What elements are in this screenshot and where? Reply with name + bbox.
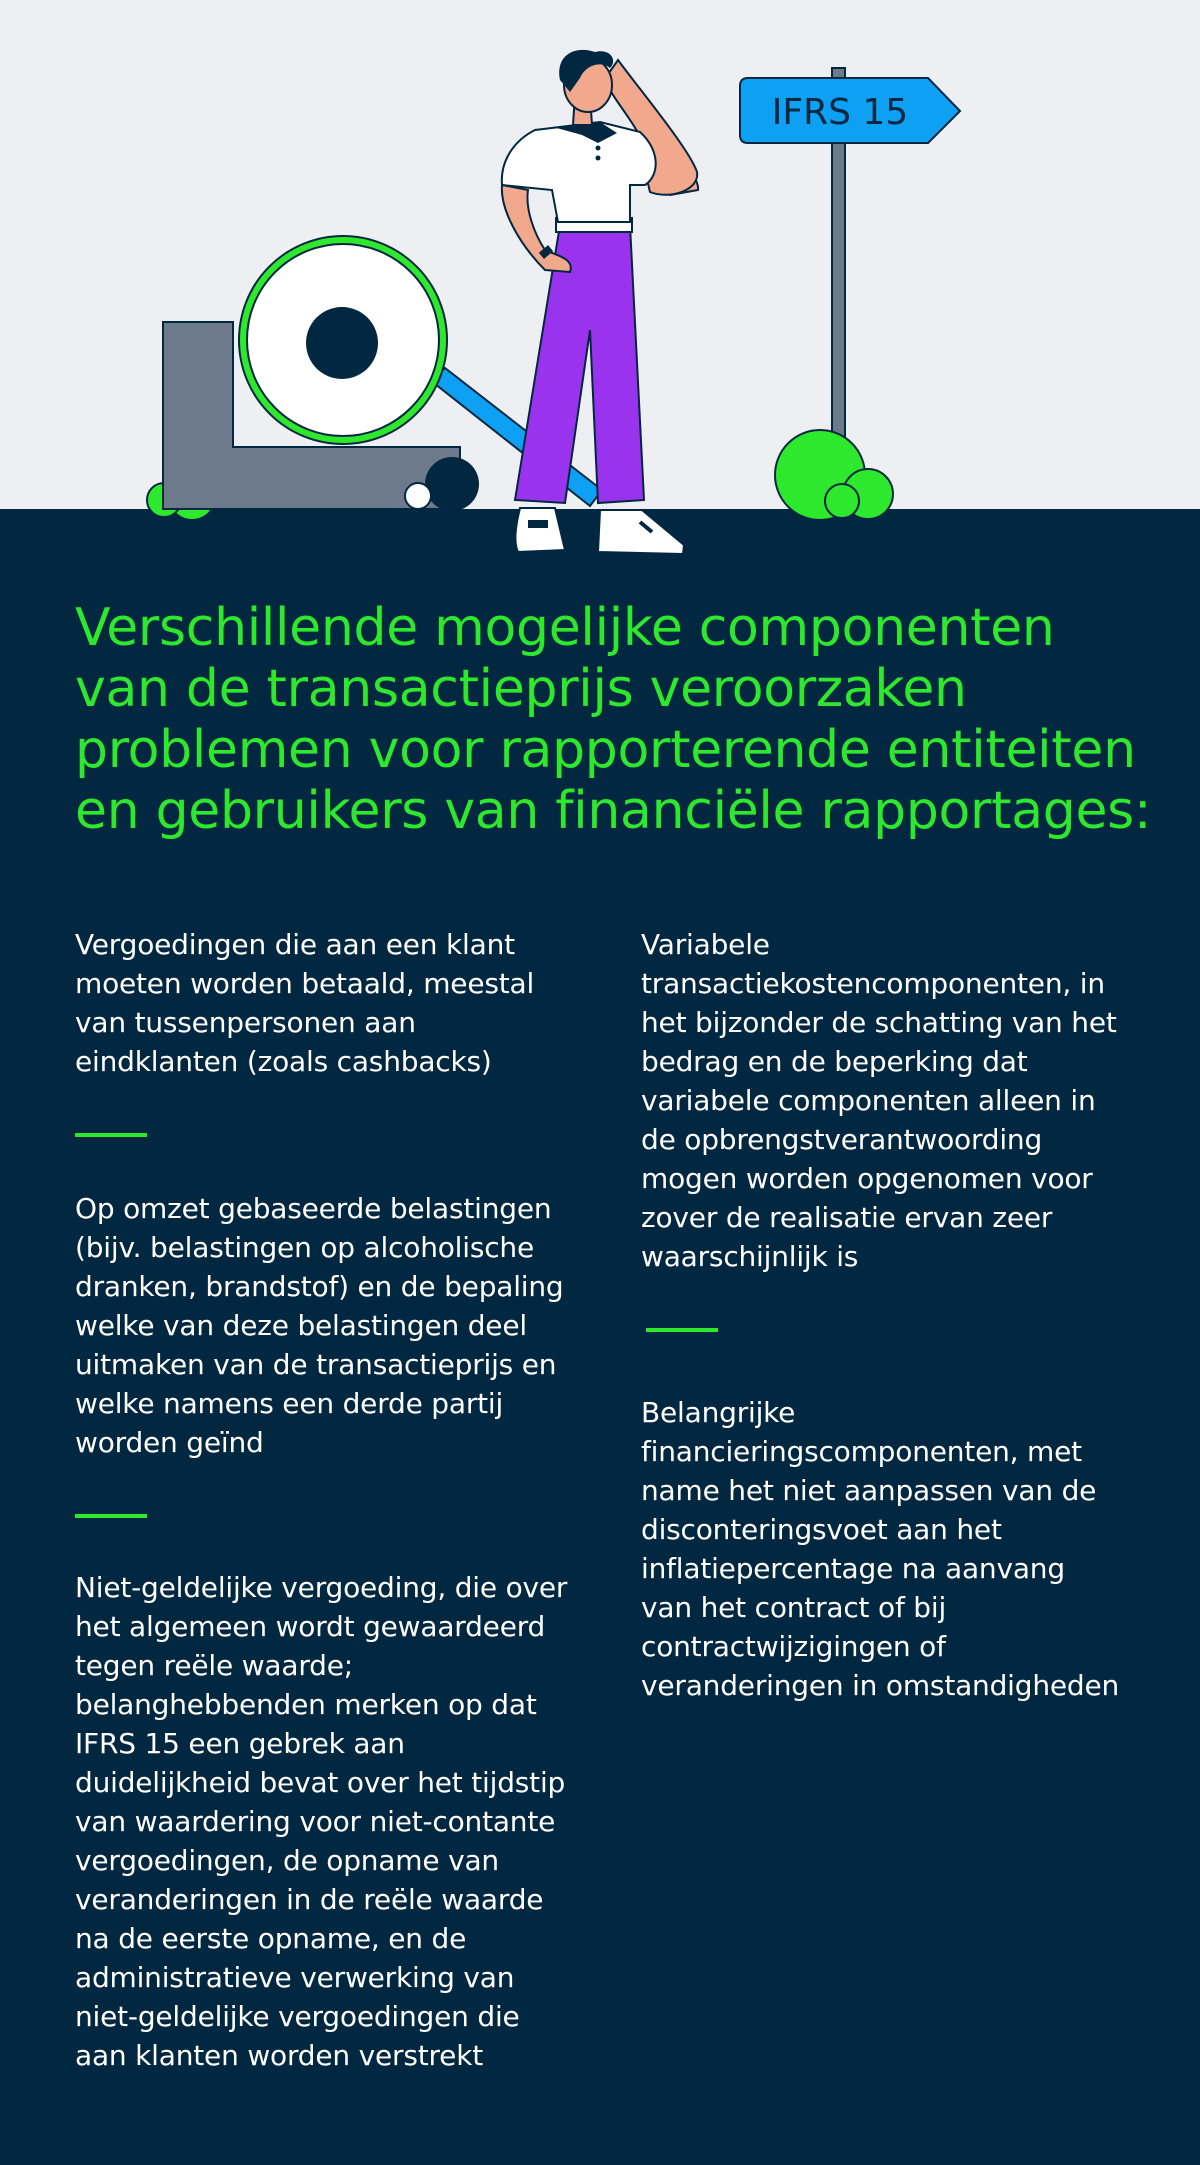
illustration-scene [0, 0, 1200, 560]
hero-illustration [0, 0, 1200, 560]
left-column [75, 925, 575, 2075]
list-item-variabele: Variabele transactiekostencomponenten, in het bijzonder de schatting van het bedrag en de beperking dat variabele componenten alleen in de opbrengstverantwoording mogen worden opgenomen voor zover de realisatie ervan zeer waarschijnlijk is [641, 928, 1117, 1273]
divider [75, 1514, 147, 1518]
page-heading: Verschillende mogelijke componenten van de transactieprijs veroorzaken problemen voor rapporterende entiteiten en gebruikers van financiële rapportages: [75, 598, 1152, 841]
sign-label: IFRS 15 [771, 92, 909, 133]
divider [75, 1133, 147, 1137]
divider [646, 1328, 718, 1332]
list-item-belastingen: Op omzet gebaseerde belastingen (bijv. belastingen op alcoholische dranken, brandstof) en de bepaling welke van deze belastingen deel uitmaken van de transactieprijs en welke namens een derde partij worden geïnd [75, 1192, 564, 1459]
list-item-vergoedingen: Vergoedingen die aan een klant moeten worden betaald, meestal van tussenpersonen aan eindklanten (zoals cashbacks) [75, 928, 535, 1078]
list-item-financiering: Belangrijke financieringscomponenten, met name het niet aanpassen van de disconteringsvoet aan het inflatiepercentage na aanvang van het contract of bij contractwijzigingen of veranderingen in omstandigheden [641, 1396, 1120, 1702]
right-column [641, 925, 1121, 1705]
list-item-niet-geldelijk: Niet-geldelijke vergoeding, die over het algemeen wordt gewaardeerd tegen reële waarde; belanghebbenden merken op dat IFRS 15 een gebrek aan duidelijkheid bevat over het tijdstip van waardering voor niet-contante vergoedingen, de opname van veranderingen in de reële waarde na de eerste opname, en de administratieve verwerking van niet-geldelijke vergoedingen die aan klanten worden verstrekt [75, 1571, 568, 2072]
